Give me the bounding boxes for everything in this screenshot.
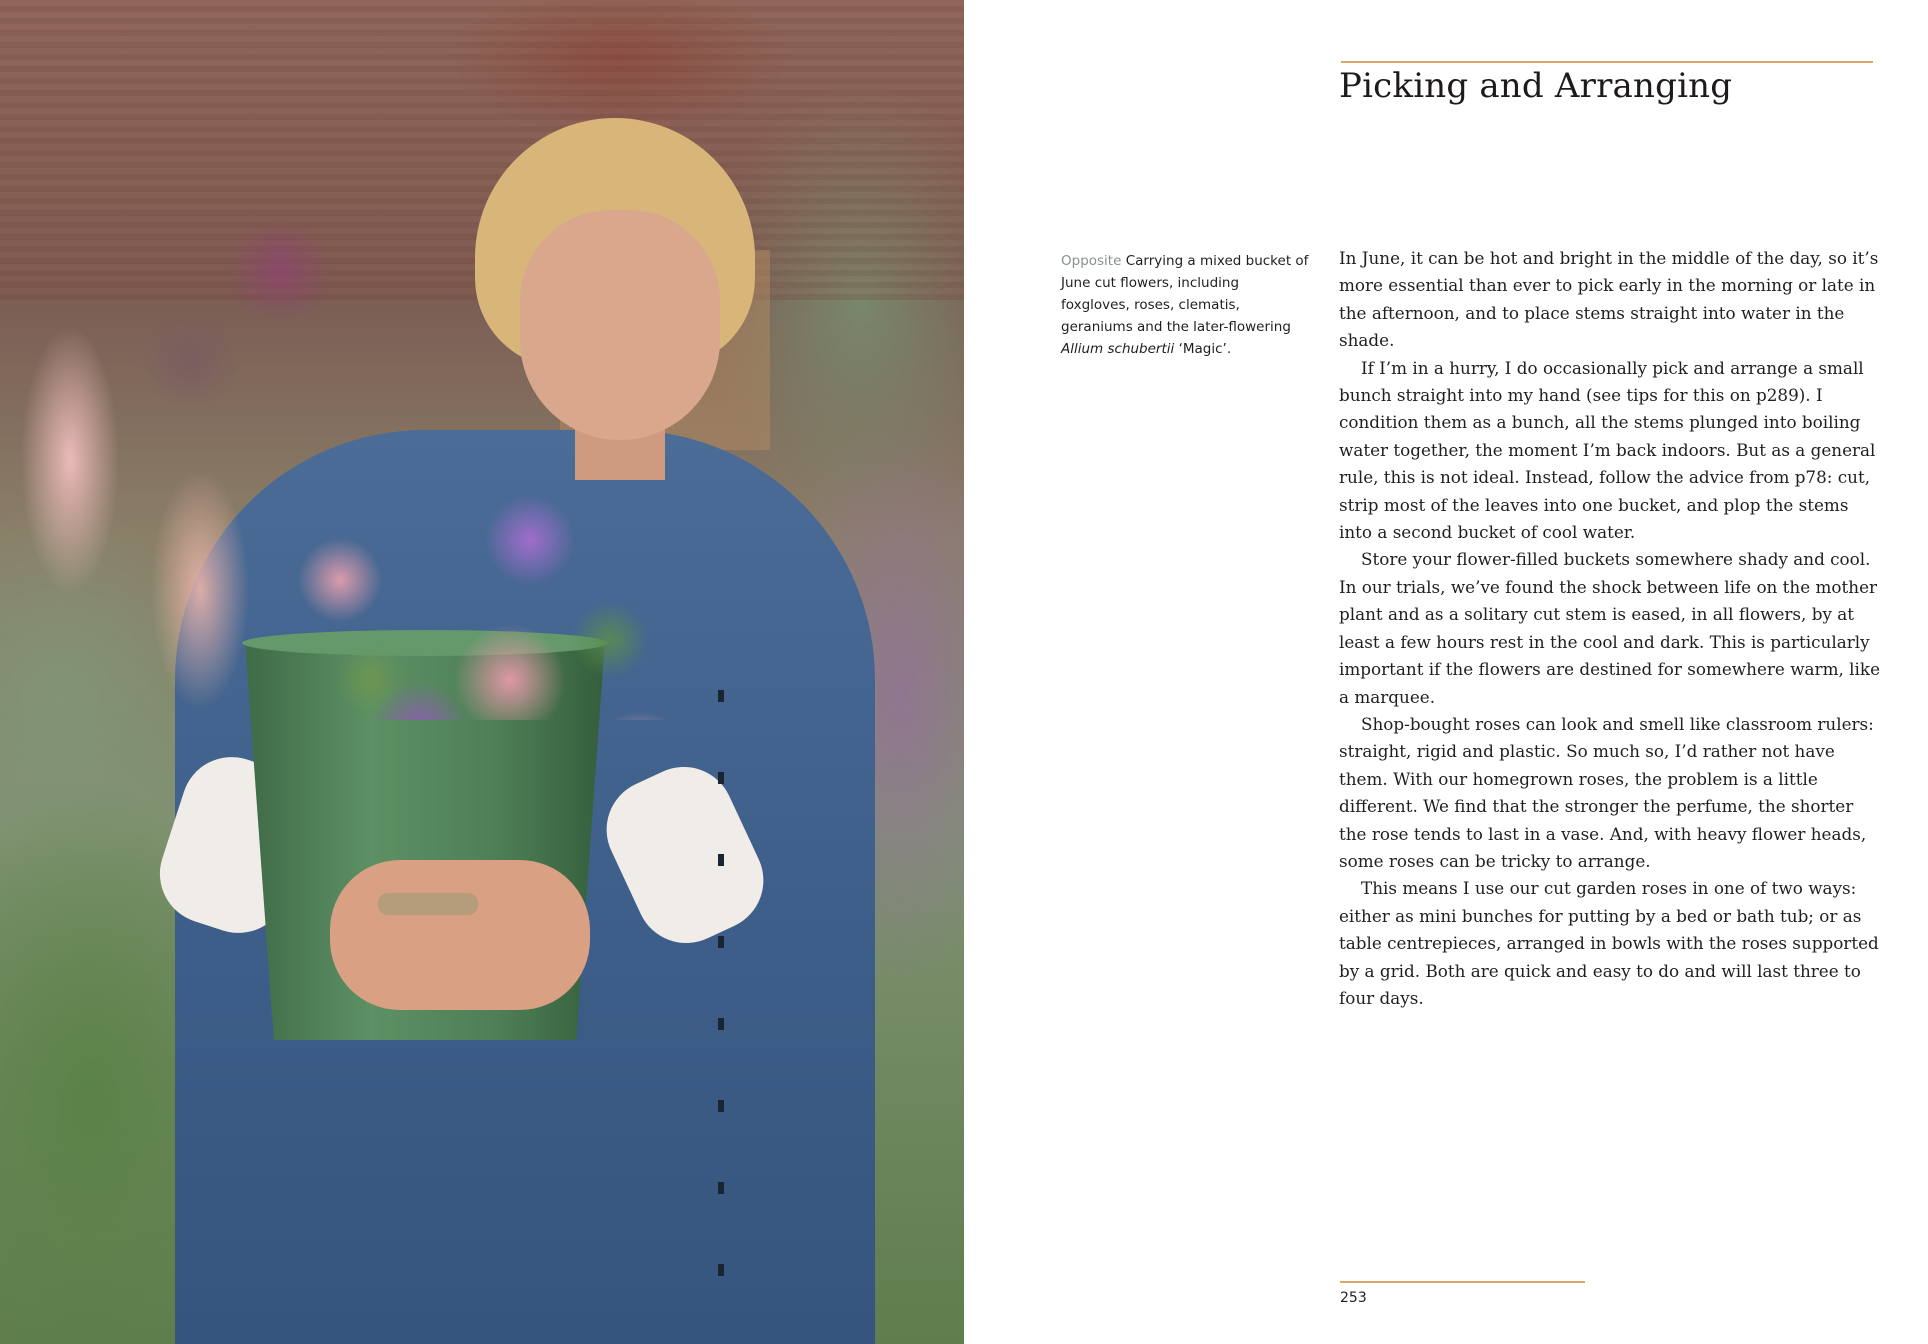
body-text: [1339, 245, 1884, 1012]
page-number: 253: [1340, 1290, 1367, 1306]
caption-lead: Opposite: [1061, 253, 1122, 269]
caption-tail: ‘Magic’.: [1174, 341, 1232, 357]
footer-rule: [1340, 1281, 1585, 1283]
caption-italic: Allium schubertii: [1061, 341, 1175, 357]
paragraph: Shop-bought roses can look and smell like classroom rulers: straight, rigid and plastic. So much so, I’d rather not have them. With our homegrown roses, the problem is a little different. We find that the stronger the perfume, the shorter the rose tends to last in a vase. And, with heavy flower heads, some roses can be tricky to arrange.: [1339, 713, 1874, 871]
photo-coat-buttons: [718, 620, 724, 1280]
photo-flower-arrangement: [0, 160, 700, 720]
paragraph: If I’m in a hurry, I do occasionally pick and arrange a small bunch straight into my hand (see tips for this on p289). I condition them as a bunch, all the stems plunged into boiling water together, the moment I’m back indoors. But as a general rule, this is not ideal. Instead, follow the advice from p78: cut, strip most of the leaves into one bucket, and plop the stems into a second bucket of cool water.: [1339, 357, 1876, 543]
paragraph: In June, it can be hot and bright in the middle of the day, so it’s more essential than ever to pick early in the morning or late in the afternoon, and to place stems straight into water in the shade.: [1339, 248, 1879, 351]
paragraph: Store your flower-filled buckets somewhere shady and cool. In our trials, we’ve found the shock between life on the mother plant and as a solitary cut stem is eased, in all flowers, by at least a few hours rest in the cool and dark. This is particularly important if the flowers are destined for somewhere warm, like a marquee.: [1339, 549, 1880, 707]
photo-bucket-handle: [378, 893, 478, 915]
photo-caption: [1061, 250, 1311, 360]
photo-hands: [330, 860, 590, 1010]
caption-text: Carrying a mixed bucket of June cut flowers, including foxgloves, roses, clematis, geraniums and the later-flowering: [1061, 253, 1309, 335]
title-rule: [1341, 61, 1873, 63]
paragraph: This means I use our cut garden roses in one of two ways: either as mini bunches for putting by a bed or bath tub; or as table centrepieces, arranged in bowls with the roses supported by a grid. Both are quick and easy to do and will last three to four days.: [1339, 878, 1879, 1008]
page-title: Picking and Arranging: [1339, 66, 1733, 106]
